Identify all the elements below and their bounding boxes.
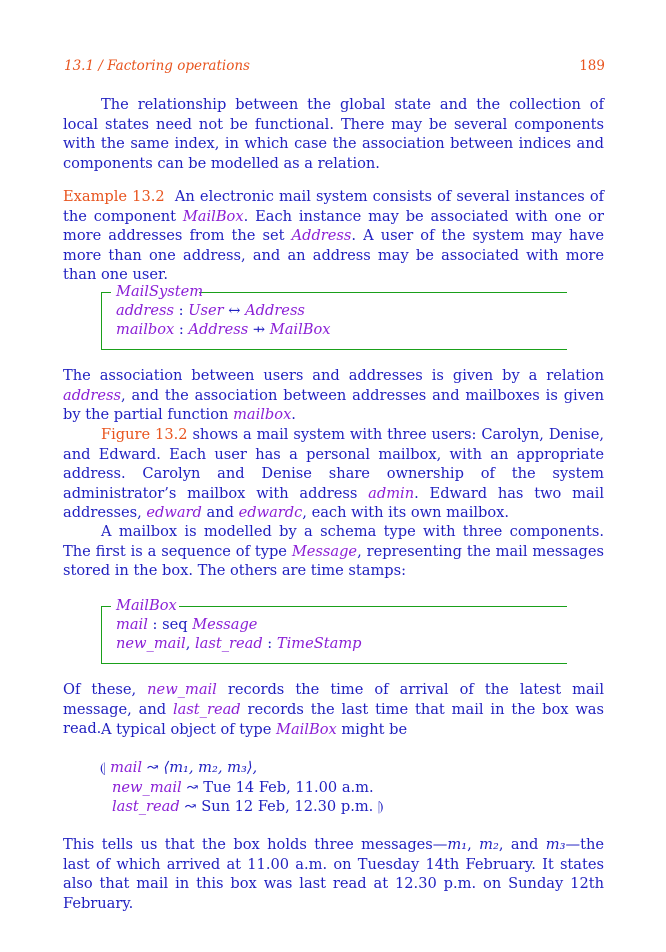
figure-reference-link[interactable]: Figure 13.2 <box>101 426 188 443</box>
field-value: ⟨m₁, m₂, m₃⟩, <box>163 759 258 776</box>
decl-name: mail <box>116 616 148 633</box>
maps-to-arrow: ↝ <box>179 798 202 815</box>
example-label: Example 13.2 <box>63 188 165 205</box>
type-message: Message <box>192 616 258 633</box>
schema-top-rule <box>199 292 567 293</box>
text: . Edward has two mail addresses, <box>63 484 605 522</box>
example-text-3: . A user of the system may have more than one address, and an address may be associated with more than one user. <box>63 227 604 284</box>
schema-top-rule-stub <box>101 292 111 293</box>
binding-open-bracket: ⦇ <box>100 759 111 776</box>
text: shows a mail system with three users: Carolyn, Denise, and Edward. Each user has a personal mailbox, with an appropriate address. Carolyn and Denise share ownership of the system administrator’s mailbox with address <box>63 426 605 502</box>
address-term: Address <box>291 227 352 245</box>
schema-decl-timestamps <box>116 634 362 653</box>
field-value: Sun 12 Feb, 12.30 p.m. <box>201 798 374 815</box>
text: records the time of arrival of the latest mail message, and <box>63 681 604 718</box>
decl-name: new_mail <box>116 635 186 652</box>
text: , <box>467 836 480 853</box>
binding-line-1 <box>100 758 257 778</box>
example-text-2: . Each instance may be associated with one or more addresses from the set <box>63 207 604 245</box>
type-user: User <box>188 302 224 319</box>
paragraph-model <box>63 522 604 581</box>
type-address: Address <box>245 302 305 319</box>
schema-bottom-rule <box>101 349 567 350</box>
paragraph-typical <box>63 720 604 740</box>
binding-close-bracket: ⦈ <box>373 798 384 815</box>
text: . <box>291 406 296 424</box>
type-timestamp: TimeStamp <box>276 635 362 652</box>
partial-function-arrow: ⇸ <box>248 321 270 338</box>
maps-to-arrow: ↝ <box>181 779 204 796</box>
schema-bottom-rule <box>101 663 567 664</box>
type-address: Address <box>188 321 249 338</box>
relation-arrow: ↔ <box>223 302 246 319</box>
mailbox-term: MailBox <box>182 207 244 225</box>
example-text-1: An electronic mail system consists of several instances of the component <box>63 188 605 225</box>
schema-mailsystem <box>101 282 567 350</box>
text: Of these, <box>63 681 148 698</box>
admin-term: admin <box>368 484 415 502</box>
schema-top-rule-stub <box>101 606 111 607</box>
text: records the last time that mail in the box was read. <box>63 700 605 738</box>
edward-term: edward <box>146 504 202 522</box>
schema-name: MailSystem <box>116 283 204 300</box>
schema-decl-mail <box>116 615 257 634</box>
text: , each with its own mailbox. <box>302 504 510 522</box>
last-read-term: last_read <box>172 700 241 718</box>
mailbox-term: MailBox <box>276 721 337 738</box>
field-name: mail <box>110 759 142 776</box>
decl-name: mailbox <box>116 321 175 338</box>
binding-line-2 <box>112 778 374 798</box>
running-head: 13.1 / Factoring operations <box>64 58 250 74</box>
paragraph-association <box>63 366 604 425</box>
schema-name: MailBox <box>116 597 177 614</box>
schema-left-rule <box>101 292 102 349</box>
edwardc-term: edwardc <box>238 504 303 522</box>
mailbox-term: mailbox <box>233 406 292 424</box>
text: might be <box>336 721 408 738</box>
field-name: last_read <box>112 798 180 815</box>
m1-term: m₁ <box>447 836 468 853</box>
colon: : <box>262 635 277 652</box>
decl-name: address <box>116 302 174 319</box>
paragraph-figure <box>63 425 604 523</box>
schema-decl-mailbox <box>116 320 331 339</box>
field-name: new_mail <box>112 779 182 796</box>
paragraph-final <box>63 835 604 913</box>
text: The association between users and addresses is given by a relation <box>63 367 604 384</box>
m3-term: m₃ <box>545 836 566 853</box>
binding-line-3 <box>112 797 383 817</box>
schema-top-rule <box>179 606 567 607</box>
text: —the last of which arrived at 11.00 a.m. on Tuesday 14th February. It states also that mail in this box was last read at 12.30 p.m. on Sunday 12th February. <box>63 836 604 912</box>
text: , and <box>498 836 546 853</box>
seq-keyword: seq <box>162 616 193 633</box>
text: , and the association between addresses and mailboxes is given by the partial function <box>63 386 604 424</box>
colon: : <box>174 321 189 338</box>
new-mail-term: new_mail <box>147 681 217 698</box>
message-term: Message <box>291 542 358 560</box>
paragraph-intro: The relationship between the global state and the collection of local states need not be functional. There may be several components with the same index, in which case the association between indices and components can be modelled as a relation. <box>63 96 604 172</box>
schema-left-rule <box>101 606 102 663</box>
colon: : <box>147 616 163 633</box>
page-number: 189 <box>579 58 605 74</box>
schema-mailbox <box>101 596 567 664</box>
address-term: address <box>63 386 121 404</box>
text: This tells us that the box holds three messages— <box>63 836 448 853</box>
colon: : <box>173 302 189 319</box>
running-header <box>64 58 605 78</box>
text: , representing the mail messages stored in the box. The others are time stamps: <box>63 542 604 580</box>
m2-term: m₂ <box>479 836 499 853</box>
example-paragraph <box>63 187 604 285</box>
text: A mailbox is modelled by a schema type with three components. The first is a sequence of type <box>63 523 604 560</box>
field-value: Tue 14 Feb, 11.00 a.m. <box>203 779 374 796</box>
comma: , <box>185 635 195 652</box>
maps-to-arrow: ↝ <box>142 759 164 776</box>
decl-name: last_read <box>194 635 263 652</box>
text: and <box>201 504 239 522</box>
schema-decl-address <box>116 301 305 320</box>
text: A typical object of type <box>101 721 276 738</box>
type-mailbox: MailBox <box>269 321 331 338</box>
